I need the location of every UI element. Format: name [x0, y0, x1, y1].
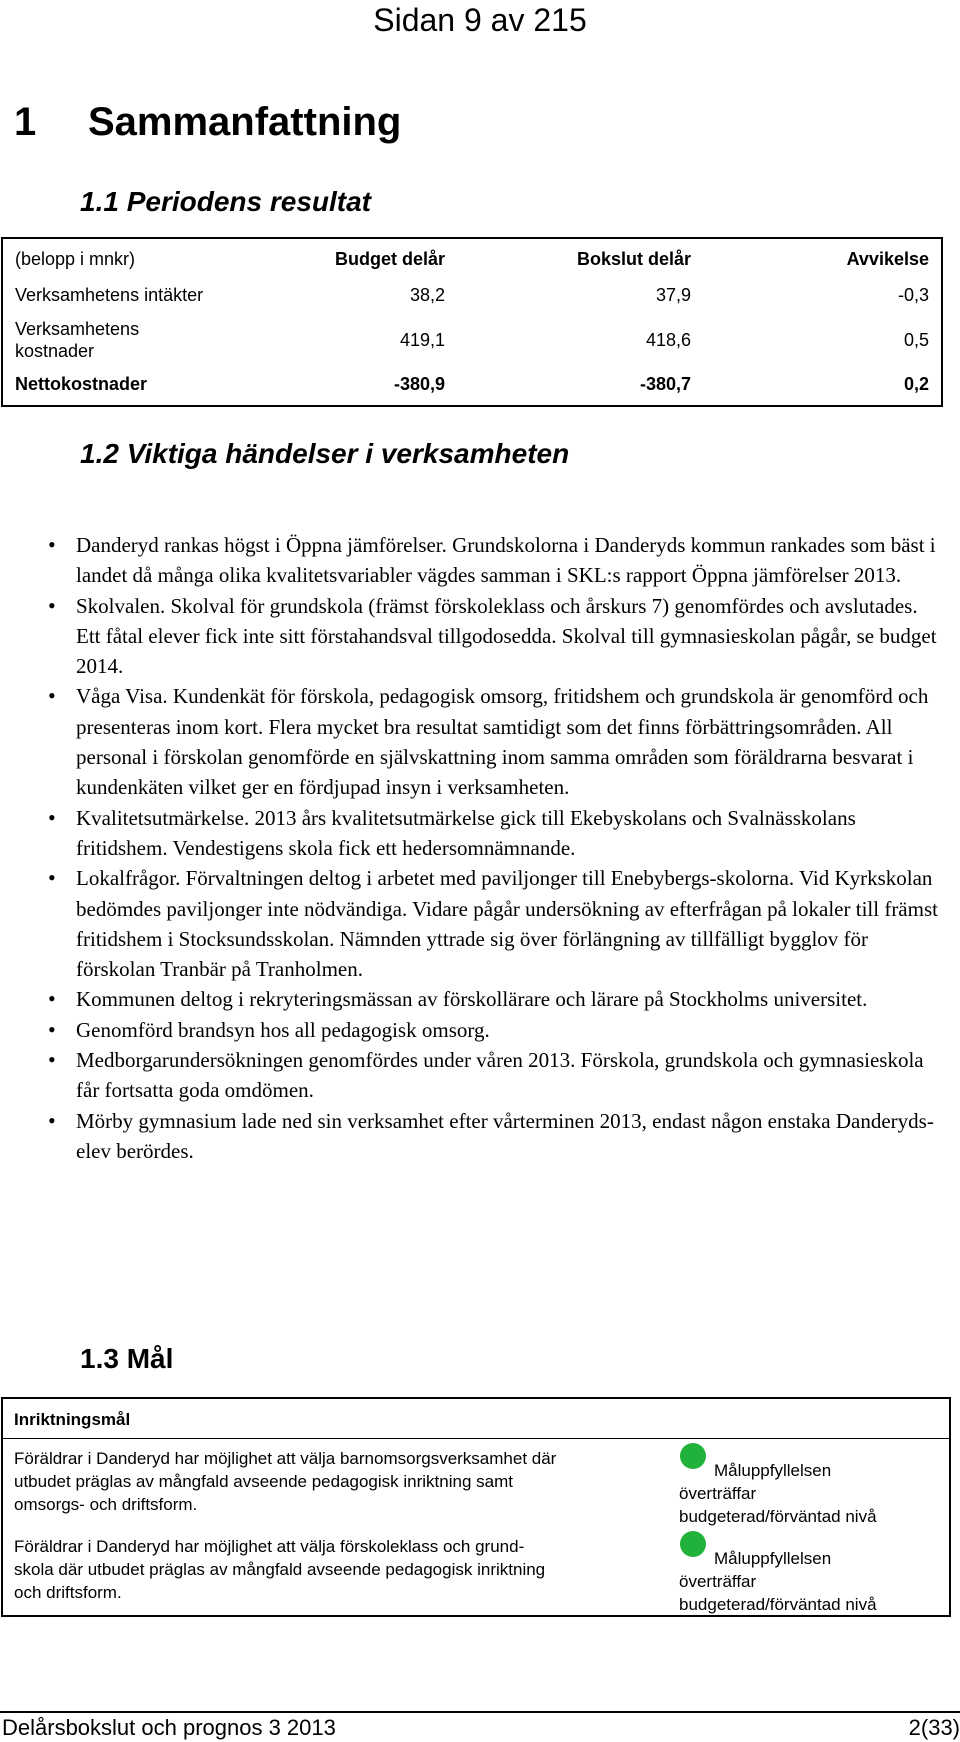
cell-bokslut: 37,9 — [655, 285, 691, 305]
cell-budget: 38,2 — [409, 285, 445, 305]
events-list — [48, 530, 940, 1166]
footer-page-number: 2(33) — [908, 1715, 960, 1740]
cell-bokslut: -380,7 — [639, 374, 691, 394]
status-line: överträffar — [679, 1572, 757, 1591]
cell-avvikelse: 0,2 — [903, 374, 929, 394]
goal-text — [14, 1535, 654, 1604]
col-header-avvikelse: Avvikelse — [846, 248, 929, 269]
subsection-title-results: 1.1 Periodens resultat — [80, 186, 372, 217]
cell-budget: 419,1 — [399, 329, 445, 350]
row-label-text: Verksamhetens kostnader — [15, 319, 140, 361]
results-table-header — [3, 239, 941, 279]
row-label: Nettokostnader — [15, 374, 148, 394]
status-line: överträffar — [679, 1484, 757, 1503]
cell-bokslut: 418,6 — [645, 329, 691, 350]
page-indicator: Sidan 9 av 215 — [373, 2, 587, 38]
list-item: • Kvalitetsutmärkelse. 2013 års kvalitetsutmärkelse gick till Ekebyskolans och Svalnässkolans fritidshem. Vendestigens skola fick ett hedersomnämnande. — [48, 803, 940, 864]
col-header-budget: Budget delår — [334, 248, 445, 269]
status-label — [679, 1443, 949, 1528]
list-item: • Skolvalen. Skolval för grundskola (främst förskoleklass och årskurs 7) genomfördes och avslutades. Ett fåtal elever fick inte sitt förstahandsval tillgodosedda. Skolval till gymnasieskolan pågår, se budget 2014. — [48, 591, 940, 682]
goal-text-line: Föräldrar i Danderyd har möjlighet att välja förskoleklass och grund- — [14, 1537, 525, 1556]
subsection-title-goals: 1.3 Mål — [80, 1343, 174, 1374]
row-label: Verksamhetens intäkter — [15, 285, 204, 305]
list-item: • Våga Visa. Kundenkät för förskola, pedagogisk omsorg, fritidshem och grundskola är genomförd och presenteras inom kort. Flera mycket bra resultat samtidigt som det finns förbättringsområden. All personal i förskolan genomförde en självskattning inom samma områden som föräldrarna besvarat i kundenkäten vilket ger en fördjupad insyn i verksamheten. — [48, 681, 940, 802]
status-label — [679, 1531, 949, 1616]
goals-header-label: Inriktningsmål — [14, 1410, 131, 1429]
footer-divider — [0, 1711, 960, 1713]
goal-status — [679, 1443, 949, 1528]
section-heading — [14, 97, 401, 147]
goal-text-line: och driftsform. — [14, 1583, 122, 1602]
status-green-circle-icon — [680, 1531, 706, 1557]
status-green-circle-icon — [680, 1443, 706, 1469]
list-item: • Medborgarundersökningen genomfördes under våren 2013. Förskola, grundskola och gymnasieskola får fortsatta goda omdömen. — [48, 1045, 940, 1106]
list-item: • Mörby gymnasium lade ned sin verksamhet efter vårterminen 2013, endast någon enstaka Danderyds-elev berördes. — [48, 1106, 940, 1167]
section-number: 1 — [14, 100, 37, 144]
list-item: • Genomförd brandsyn hos all pedagogisk omsorg. — [48, 1015, 940, 1045]
goal-text-line: Föräldrar i Danderyd har möjlighet att välja barnomsorgsverksamhet där — [14, 1449, 557, 1468]
row-label — [3, 312, 225, 368]
goals-table-header — [3, 1399, 949, 1439]
cell-budget: -380,9 — [393, 374, 445, 394]
status-line: budgeterad/förväntad nivå — [679, 1595, 877, 1614]
goals-table — [1, 1397, 951, 1617]
list-item: • Danderyd rankas högst i Öppna jämförelser. Grundskolorna i Danderyds kommun rankades som bäst i landet då många olika kvalitetsvariabler vägdes samman i SKL:s rapport Öppna jämförelser 2013. — [48, 530, 940, 591]
col-header-unit: (belopp i mnkr) — [15, 248, 136, 269]
table-row-total — [3, 368, 941, 401]
section-title: Sammanfattning — [88, 100, 402, 144]
status-line: budgeterad/förväntad nivå — [679, 1507, 877, 1526]
status-line: Måluppfyllelsen — [714, 1549, 832, 1568]
col-header-bokslut: Bokslut delår — [576, 248, 691, 269]
subsection-title-events: 1.2 Viktiga händelser i verksamheten — [80, 438, 570, 469]
goal-status — [679, 1531, 949, 1616]
cell-avvikelse: -0,3 — [897, 285, 929, 305]
footer-document-title: Delårsbokslut och prognos 3 2013 — [2, 1715, 336, 1740]
results-table — [1, 237, 943, 407]
goal-text-line: utbudet präglas av mångfald avseende pedagogisk inriktning samt — [14, 1472, 513, 1491]
table-row — [3, 312, 941, 368]
goal-text — [14, 1447, 654, 1516]
goal-text-line: skola där utbudet präglas av mångfald avseende pedagogisk inriktning — [14, 1560, 546, 1579]
cell-avvikelse: 0,5 — [903, 329, 929, 350]
table-row — [3, 279, 941, 312]
list-item: • Lokalfrågor. Förvaltningen deltog i arbetet med paviljonger till Enebybergs-skolorna. Vid Kyrkskolan bedömdes paviljonger inte nödvändiga. Vidare pågår undersökning av efterfrågan på lokaler till främst fritidshem i Stocksundsskolan. Nämnden yttrade sig över förlängning av tillfälligt bygglov för förskolan Tranbär på Tranholmen. — [48, 863, 940, 984]
status-line: Måluppfyllelsen — [714, 1461, 832, 1480]
list-item: • Kommunen deltog i rekryteringsmässan av förskollärare och lärare på Stockholms universitet. — [48, 984, 940, 1014]
goal-text-line: omsorgs- och driftsform. — [14, 1495, 198, 1514]
